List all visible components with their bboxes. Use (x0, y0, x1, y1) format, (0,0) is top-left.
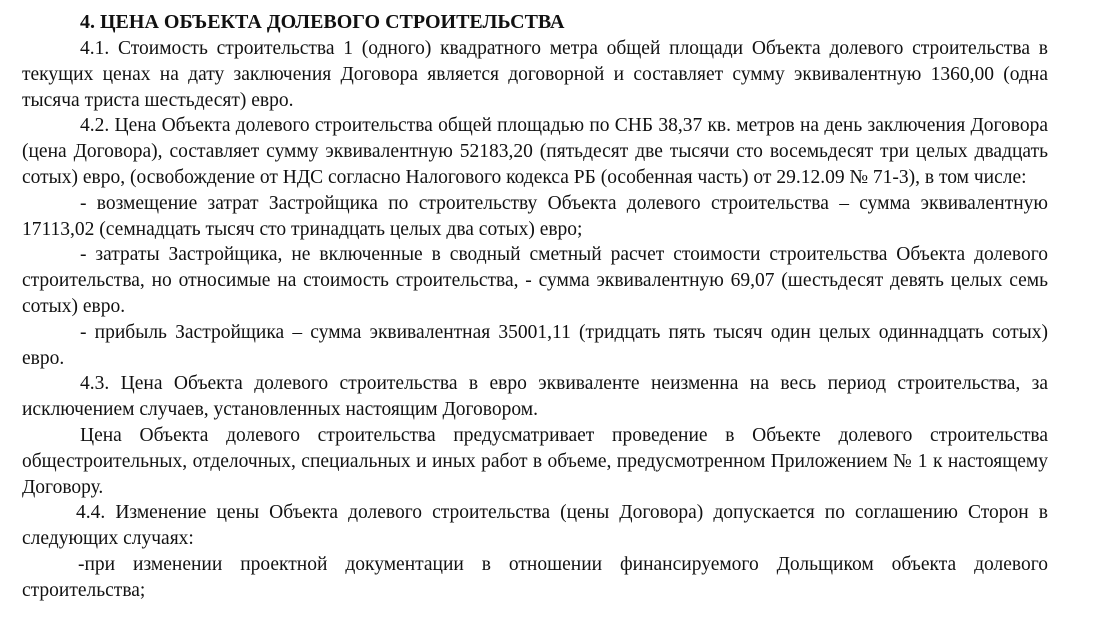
paragraph-4-2: 4.2. Цена Объекта долевого строительства общей площадью по СНБ 38,37 кв. метров на день заключения Договора (цена Договора), составляет сумму эквивалентную 52183,20 (пятьдесят две тысячи сто восемьдесят три целых двадцать сотых) евро, (освобождение от НДС согласно Налогового кодекса РБ (особенная часть) от 29.12.09 № 71-3), в том числе: (22, 115, 1048, 188)
paragraph-4-3: 4.3. Цена Объекта долевого строительства в евро эквиваленте неизменна на весь период строительства, за исключением случаев, установленных настоящим Договором. (22, 373, 1048, 421)
paragraph-price-includes: Цена Объекта долевого строительства предусматривает проведение в Объекте долевого строительства общестроительных, отделочных, специальных и иных работ в объеме, предусмотренном Приложением № 1 к настоящему Договору. (22, 424, 1048, 498)
list-item-profit: - прибыль Застройщика – сумма эквивалентная 35001,11 (тридцать пять тысяч один целых одиннадцать сотых) евро. (22, 321, 1048, 369)
section-heading: 4. ЦЕНА ОБЪЕКТА ДОЛЕВОГО СТРОИТЕЛЬСТВА (80, 11, 565, 33)
document-page (22, 8, 1048, 604)
paragraph-4-1: 4.1. Стоимость строительства 1 (одного) квадратного метра общей площади Объекта долевого строительства в текущих ценах на дату заключения Договора является договорной и составляет сумму эквивалентную 1360,00 (одна тысяча триста шестьдесят) евро. (22, 38, 1048, 111)
list-item-project-change: -при изменении проектной документации в отношении финансируемого Дольщиком объекта долевого строительства; (22, 553, 1048, 601)
list-item-reimbursement: - возмещение затрат Застройщика по строительству Объекта долевого строительства – сумма эквивалентную 17113,02 (семнадцать тысяч сто тринадцать целых два сотых) евро; (22, 192, 1048, 240)
list-item-costs: - затраты Застройщика, не включенные в сводный сметный расчет стоимости строительства Объекта долевого строительства, но относимые на стоимость строительства, - сумма эквивалентную 69,07 (шестьдесят девять целых семь сотых) евро. (22, 244, 1048, 317)
paragraph-4-4: 4.4. Изменение цены Объекта долевого строительства (цены Договора) допускается по соглашению Сторон в следующих случаях: (22, 502, 1048, 550)
